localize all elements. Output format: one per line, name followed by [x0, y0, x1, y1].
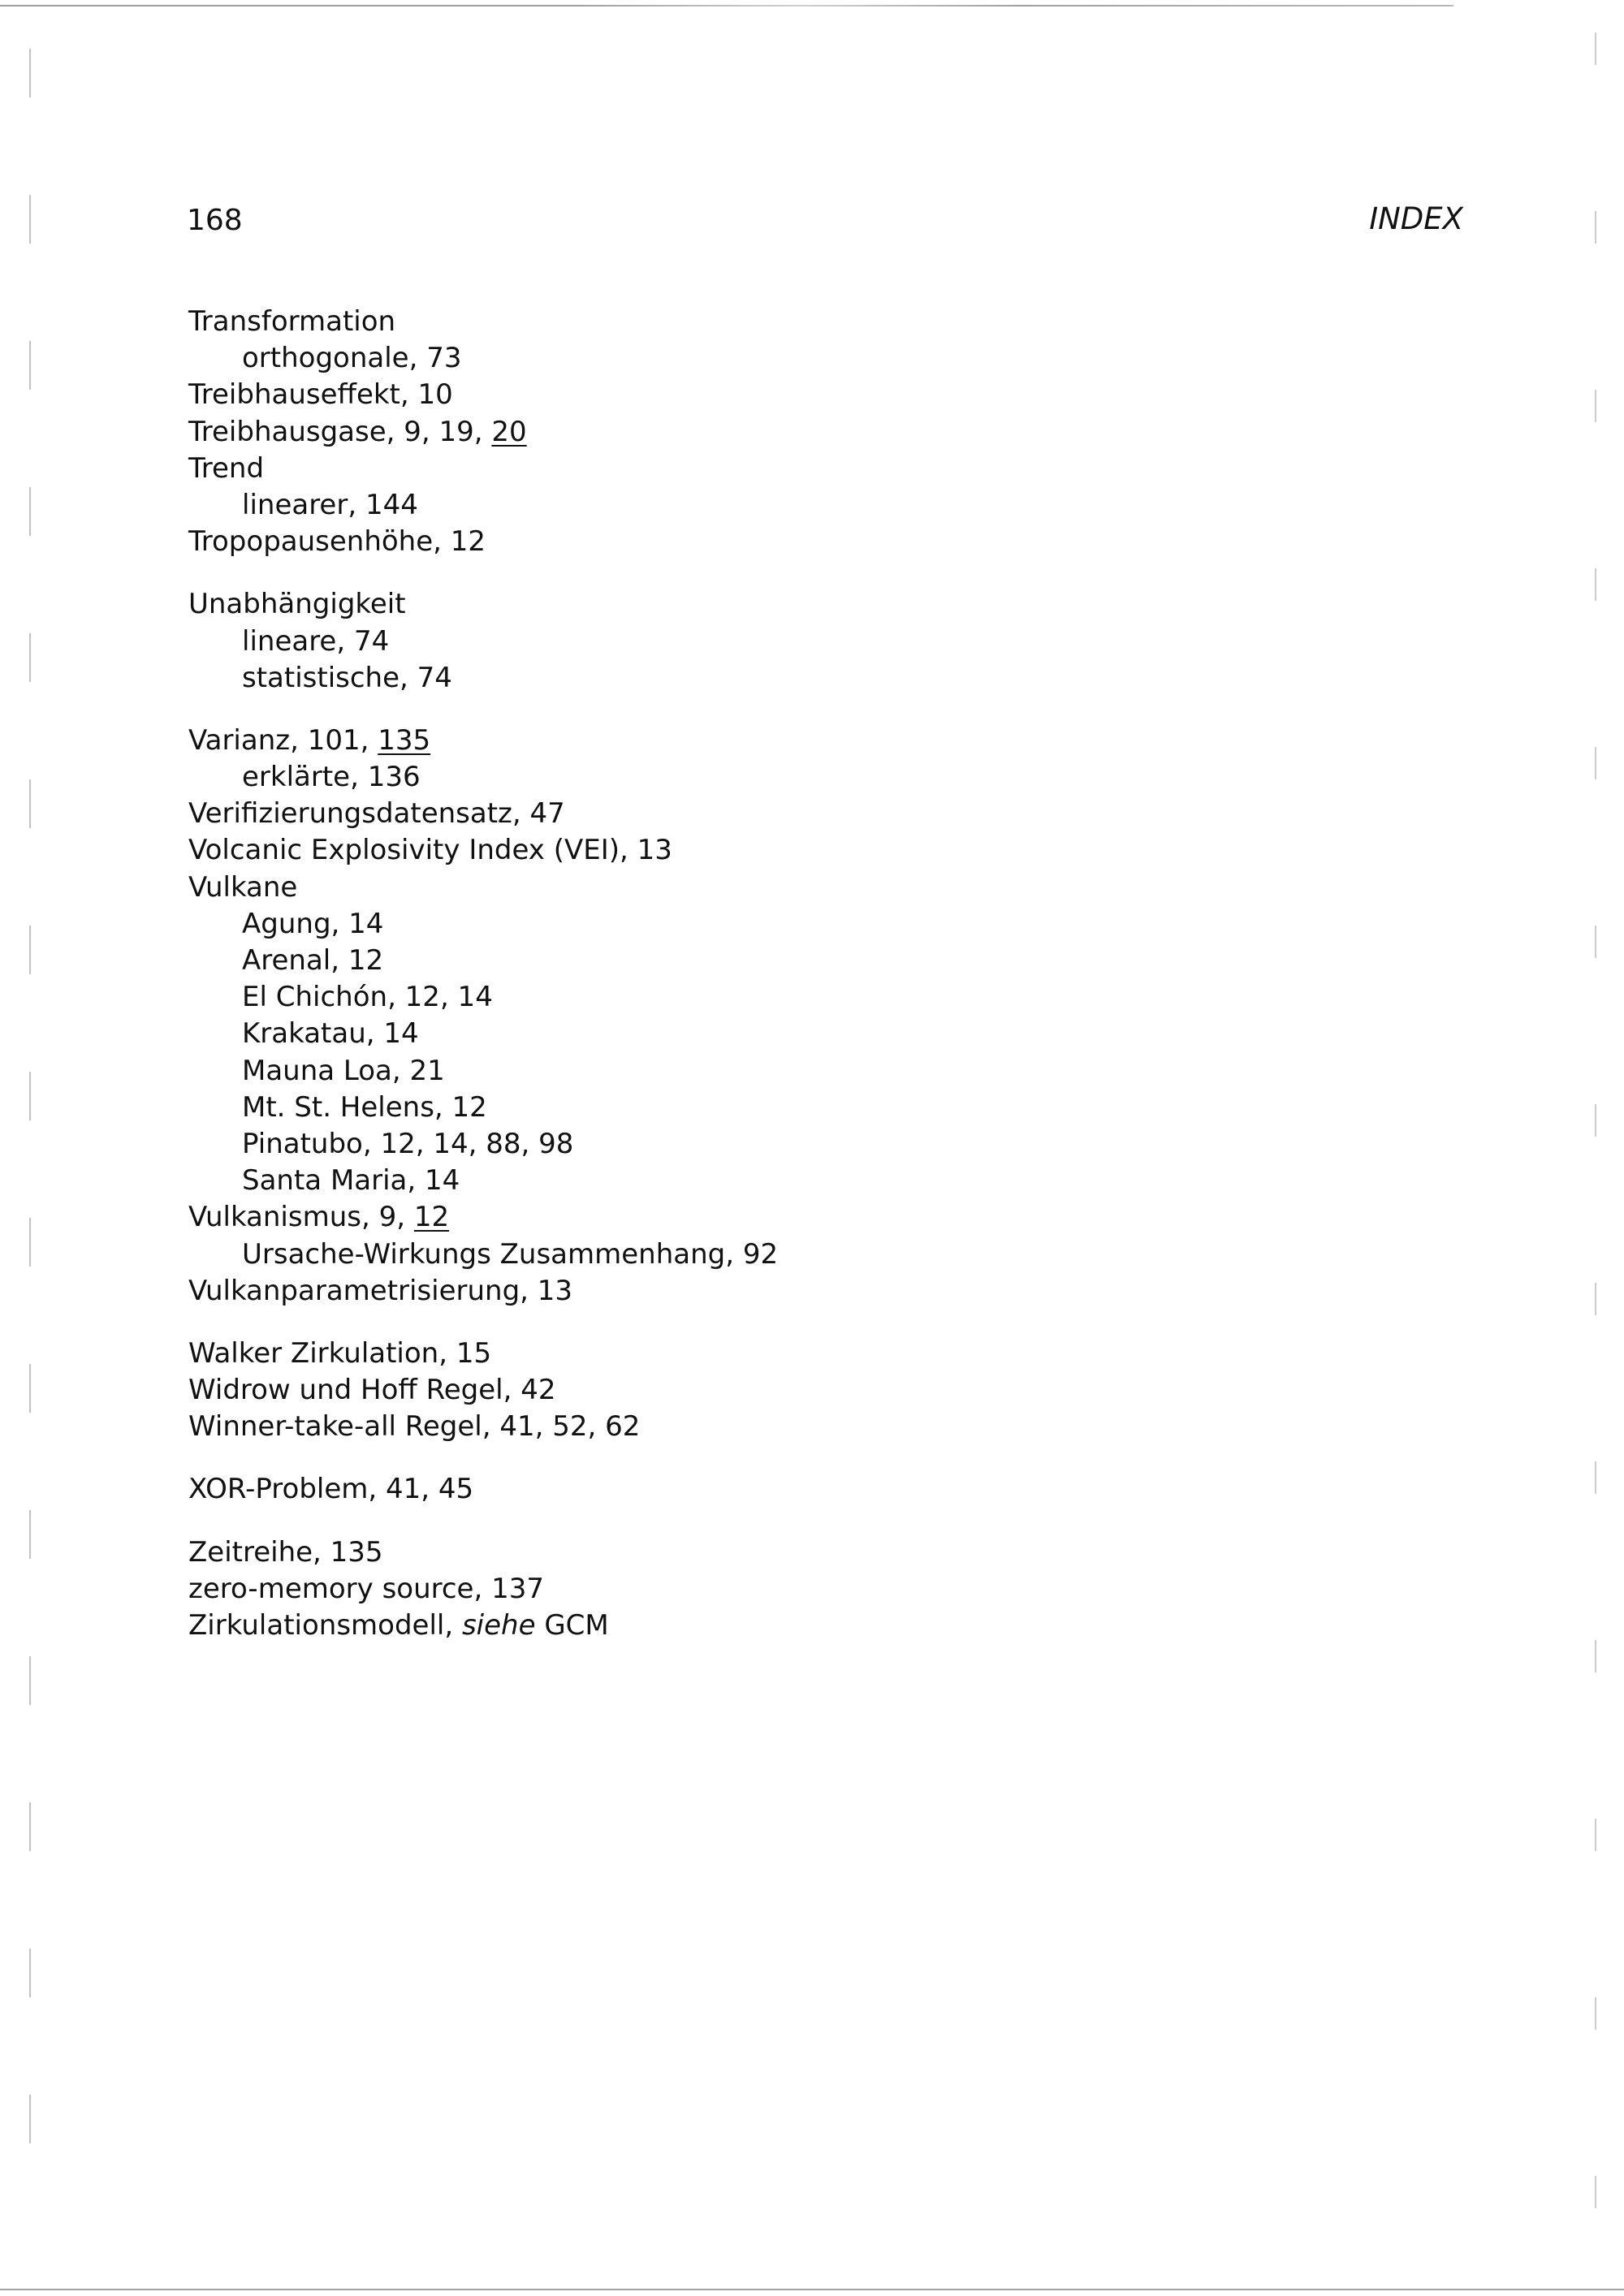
scan-edge-right [1595, 32, 1596, 2273]
letter-group-gap [188, 1310, 1406, 1336]
index-entry-verifizierungsdatensatz: Verifizierungsdatensatz, 47 [188, 797, 565, 831]
see-reference-target: GCM [535, 1609, 609, 1642]
index-entry-widrow-hoff: Widrow und Hoff Regel, 42 [188, 1374, 556, 1407]
index-subentry-santa-maria: Santa Maria, 14 [242, 1164, 460, 1198]
index-entry-text: Zirkulationsmodell, [188, 1609, 462, 1642]
see-reference: siehe [461, 1609, 536, 1642]
scan-edge-bottom [0, 2289, 1624, 2290]
main-page-reference: 20 [491, 415, 527, 448]
main-page-reference: 12 [413, 1201, 450, 1234]
index-entry-tropopausenhoehe: Tropopausenhöhe, 12 [188, 525, 486, 559]
main-page-reference: 135 [378, 723, 431, 757]
index-entry-unabhaengigkeit: Unabhängigkeit [188, 588, 406, 621]
index-subentry-ursache-wirkungs: Ursache-Wirkungs Zusammenhang, 92 [242, 1237, 779, 1271]
index-entry-trend: Trend [188, 451, 265, 485]
letter-group-gap [188, 1508, 1406, 1534]
scan-edge-top [0, 5, 1453, 6]
index-subentry-linearer: linearer, 144 [242, 488, 418, 521]
running-head: INDEX [1369, 201, 1463, 236]
letter-group-gap [188, 560, 1406, 586]
index-subentry-lineare: lineare, 74 [242, 624, 390, 658]
index-entry-zeitreihe: Zeitreihe, 135 [188, 1535, 383, 1569]
index-subentry-krakatau: Krakatau, 14 [242, 1017, 419, 1051]
index-subentry-orthogonale: orthogonale, 73 [242, 342, 462, 375]
index-subentry-erklaerte: erklärte, 136 [242, 761, 421, 794]
index-subentry-mt-st-helens: Mt. St. Helens, 12 [242, 1090, 487, 1124]
index-entry-zirkulationsmodell [188, 1608, 1406, 1644]
index-subentry-pinatubo: Pinatubo, 12, 14, 88, 98 [242, 1127, 574, 1160]
index-entry-text: Treibhausgase, 9, 19, [188, 415, 492, 448]
index-entry-text: Vulkanismus, 9, [188, 1201, 414, 1234]
index-entry-treibhauseffekt: Treibhauseffekt, 10 [188, 378, 453, 412]
index-entry-transformation: Transformation [188, 305, 396, 338]
index-entry-treibhausgase [188, 414, 1406, 451]
index-entry-zero-memory: zero-memory source, 137 [188, 1572, 544, 1605]
index-subentry-statistische: statistische, 74 [242, 661, 452, 694]
index-list [188, 304, 1406, 1644]
index-entry-walker: Walker Zirkulation, 15 [188, 1336, 492, 1370]
index-entry-vulkanparametrisierung: Vulkanparametrisierung, 13 [188, 1274, 573, 1307]
index-entry-vei: Volcanic Explosivity Index (VEI), 13 [188, 834, 672, 867]
index-subentry-agung: Agung, 14 [242, 907, 384, 940]
index-subentry-arenal: Arenal, 12 [242, 944, 384, 977]
letter-group-gap [188, 697, 1406, 723]
index-subentry-mauna-loa: Mauna Loa, 21 [242, 1054, 445, 1087]
scan-edge-left [29, 49, 31, 2225]
index-entry-text: Varianz, 101, [188, 723, 378, 757]
index-entry-vulkane: Vulkane [188, 870, 298, 904]
index-entry-xor-problem: XOR-Problem, 41, 45 [188, 1473, 474, 1506]
index-entry-varianz [188, 723, 1406, 759]
page-number: 168 [187, 204, 243, 237]
letter-group-gap [188, 1445, 1406, 1471]
index-entry-vulkanismus [188, 1199, 1406, 1236]
index-subentry-el-chichon: El Chichón, 12, 14 [242, 981, 493, 1014]
index-entry-winner-take-all: Winner-take-all Regel, 41, 52, 62 [188, 1410, 641, 1444]
